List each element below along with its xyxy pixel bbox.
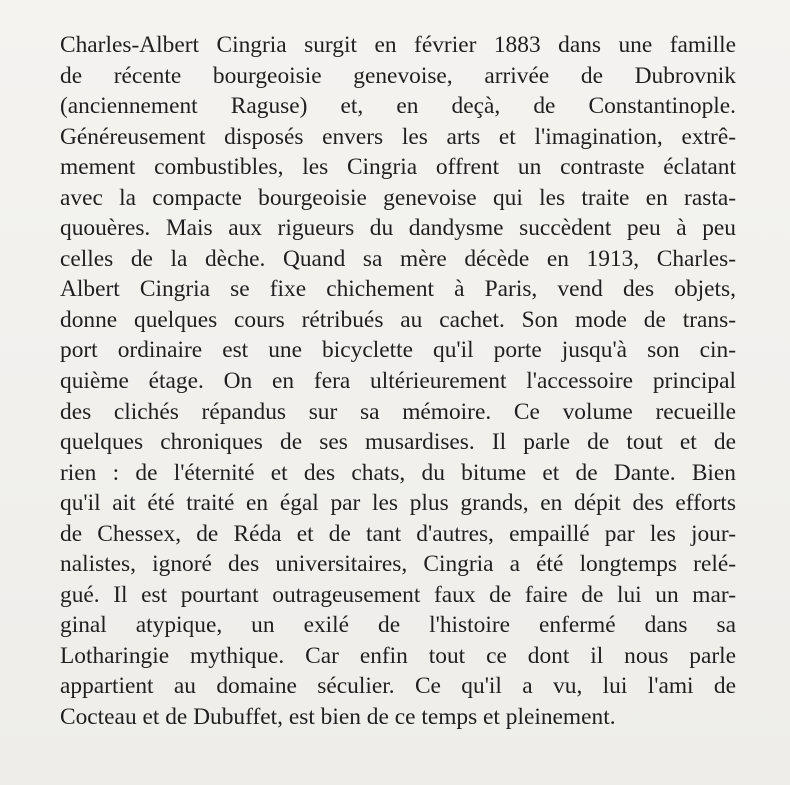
text-line: de récente bourgeoisie genevoise, arrivée de Dubrovnik: [60, 62, 736, 89]
text-line: celles de la dèche. Quand sa mère décède en 1913, Charles-: [60, 245, 736, 272]
text-line: ginal atypique, un exilé de l'histoire enfermé dans sa: [60, 612, 736, 639]
body-paragraph: [60, 30, 736, 733]
text-line: Charles-Albert Cingria surgit en février 1883 dans une famille: [60, 32, 736, 58]
text-line: qu'il ait été traité en égal par les plus grands, en dépit des efforts: [60, 490, 736, 517]
text-line: quouères. Mais aux rigueurs du dandysme succèdent peu à peu: [60, 215, 736, 242]
text-line: Généreusement disposés envers les arts et l'imagination, extrê-: [60, 123, 736, 150]
text-line: quelques chroniques de ses musardises. Il parle de tout et de: [60, 429, 736, 456]
text-line: mement combustibles, les Cingria offrent un contraste éclatant: [60, 154, 736, 181]
text-line: nalistes, ignoré des universitaires, Cingria a été longtemps relé-: [60, 551, 736, 578]
text-line: quième étage. On en fera ultérieurement l'accessoire principal: [60, 368, 736, 395]
text-line: appartient au domaine séculier. Ce qu'il a vu, lui l'ami de: [60, 673, 736, 700]
text-line: donne quelques cours rétribués au cachet. Son mode de trans-: [60, 306, 736, 333]
text-line: Lotharingie mythique. Car enfin tout ce dont il nous parle: [60, 642, 736, 669]
text-line: Cocteau et de Dubuffet, est bien de ce temps et pleinement.: [60, 704, 616, 731]
text-line: (anciennement Raguse) et, en deçà, de Constantinople.: [60, 93, 736, 120]
text-line: gué. Il est pourtant outrageusement faux de faire de lui un mar-: [60, 581, 736, 608]
text-line: avec la compacte bourgeoisie genevoise qui les traite en rasta-: [60, 184, 736, 211]
text-line: port ordinaire est une bicyclette qu'il porte jusqu'à son cin-: [60, 337, 736, 364]
text-line: Albert Cingria se fixe chichement à Paris, vend des objets,: [60, 276, 736, 303]
text-line: rien : de l'éternité et des chats, du bitume et de Dante. Bien: [60, 459, 736, 486]
text-line: de Chessex, de Réda et de tant d'autres, empaillé par les jour-: [60, 520, 736, 547]
text-line: des clichés répandus sur sa mémoire. Ce volume recueille: [60, 398, 736, 425]
